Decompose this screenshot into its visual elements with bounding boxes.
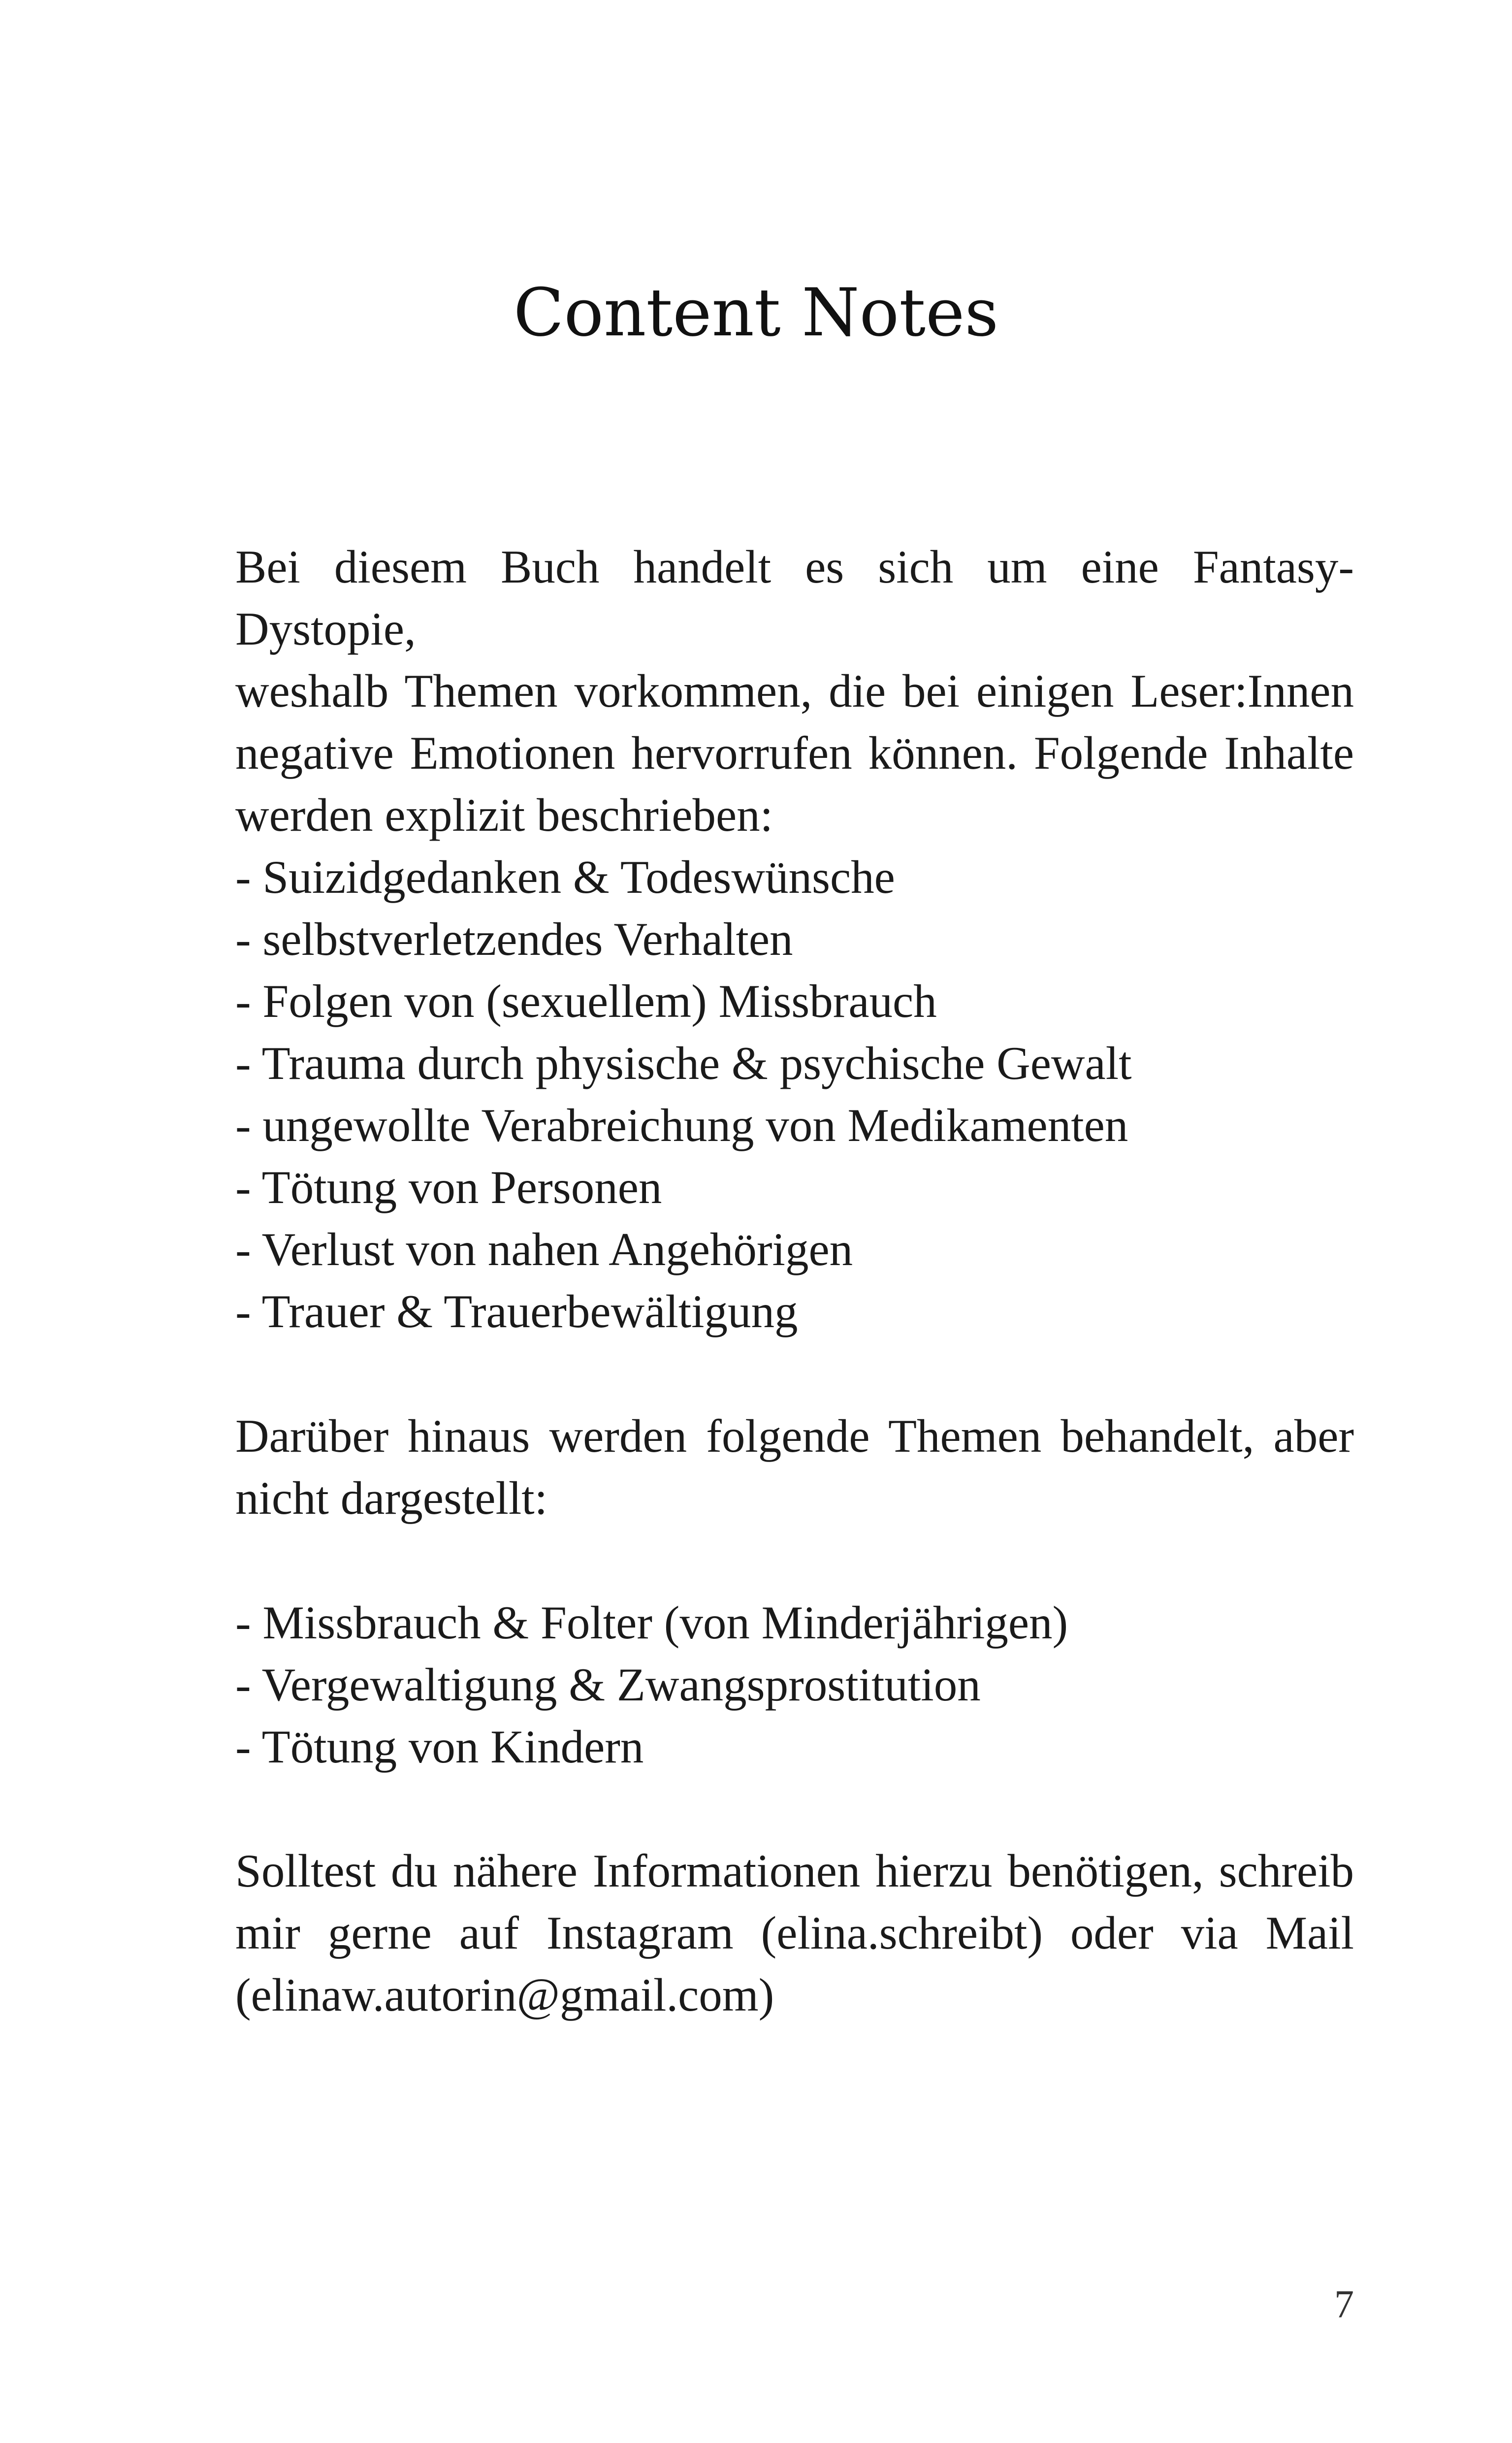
contact-line: Solltest du nähere Informationen hierzu benötigen, schreib (235, 1845, 1354, 1897)
intro-line: weshalb Themen vorkommen, die bei einigen Leser:Innen (235, 665, 1354, 717)
intro-line: negative Emotionen hervorrufen können. Folgende Inhalte (235, 727, 1354, 779)
intro-paragraph (235, 536, 1354, 846)
contact-paragraph (235, 1840, 1354, 2026)
intro-line: Bei diesem Buch handelt es sich um eine Fantasy-Dystopie, (235, 541, 1354, 655)
list-item: - Trauma durch physische & psychische Gewalt (235, 1037, 1132, 1089)
list-item: - Trauer & Trauerbewältigung (235, 1285, 798, 1337)
page-title: Content Notes (513, 274, 999, 351)
second-intro-line: Darüber hinaus werden folgende Themen behandelt, aber (235, 1410, 1354, 1462)
list-item: - ungewollte Verabreichung von Medikamenten (235, 1099, 1128, 1151)
list-item: - Tötung von Kindern (235, 1721, 644, 1773)
explicit-content-list (235, 846, 1354, 1342)
intro-line: werden explizit beschrieben: (235, 789, 773, 841)
contact-line: (elinaw.autorin@gmail.com) (235, 1969, 774, 2021)
second-intro-line: nicht dargestellt: (235, 1472, 548, 1524)
list-item: - Tötung von Personen (235, 1161, 662, 1213)
list-item: - selbstverletzendes Verhalten (235, 913, 793, 965)
second-intro-paragraph (235, 1405, 1354, 1529)
list-item: - Verlust von nahen Angehörigen (235, 1223, 853, 1275)
not-depicted-list (235, 1592, 1354, 1778)
list-item: - Suizidgedanken & Todeswünsche (235, 851, 895, 903)
list-item: - Missbrauch & Folter (von Minderjährigen) (235, 1596, 1068, 1649)
list-item: - Vergewaltigung & Zwangsprostitution (235, 1659, 981, 1711)
contact-line: mir gerne auf Instagram (elina.schreibt) oder via Mail (235, 1907, 1354, 1959)
list-item: - Folgen von (sexuellem) Missbrauch (235, 975, 937, 1027)
page-number: 7 (1334, 2283, 1354, 2326)
